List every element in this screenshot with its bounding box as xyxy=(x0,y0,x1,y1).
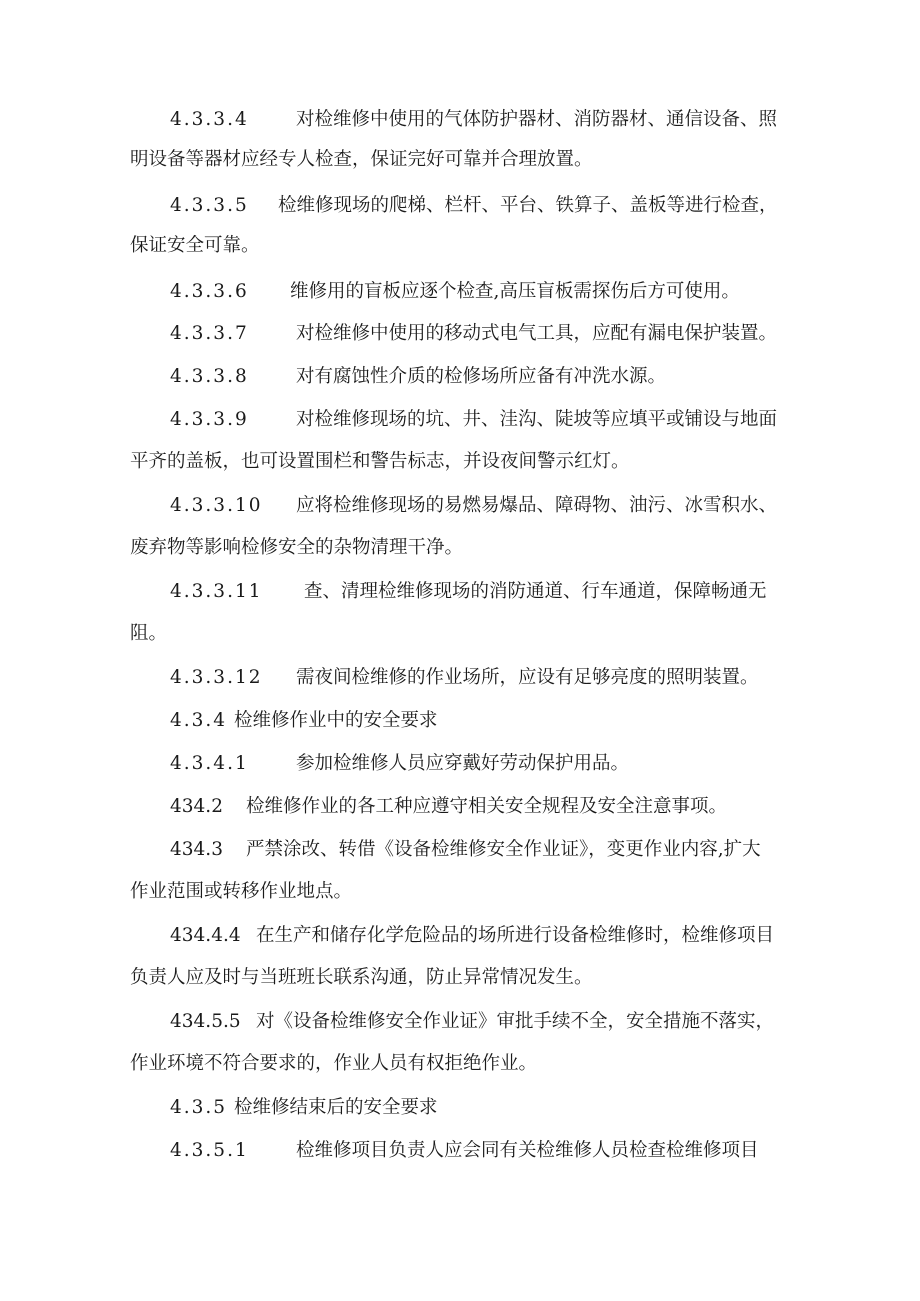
clause-text: 严禁涂改、转借《设备检维修安全作业证》，变更作业内容,扩大 xyxy=(246,839,761,860)
clause-text: 在生产和储存化学危险品的场所进行设备检维修时，检维修项目 xyxy=(256,925,775,946)
clause-number: 4.3.3.8 xyxy=(170,366,249,387)
clause-text: 对检维修中使用的气体防护器材、消防器材、通信设备、照 xyxy=(296,109,778,130)
clause-number: 4.3.3.11 xyxy=(170,581,263,602)
section-title: 检维修作业中的安全要求 xyxy=(234,710,438,731)
clause-number: 4.3.5.1 xyxy=(170,1140,249,1161)
clause-text-continued: 明设备等器材应经专人检查，保证完好可靠并合理放置。 xyxy=(130,149,593,170)
clause-number: 4.3.3.12 xyxy=(170,667,263,688)
section-number: 4.3.5 xyxy=(170,1097,228,1118)
clause-text-continued: 作业环境不符合要求的，作业人员有权拒绝作业。 xyxy=(130,1053,538,1074)
clause-number: 4.3.3.9 xyxy=(170,409,249,430)
clause-text: 对《设备检维修安全作业证》审批手续不全，安全措施不落实， xyxy=(256,1011,775,1032)
clause-number: 4.3.3.7 xyxy=(170,323,249,344)
clause-number: 434.4.4 xyxy=(170,925,241,946)
clause-number: 434.5.5 xyxy=(170,1011,241,1032)
clause-text: 维修用的盲板应逐个检查,高压盲板需探伤后方可使用。 xyxy=(290,281,740,302)
clause-text-continued: 平齐的盖板，也可设置围栏和警告标志，并设夜间警示红灯。 xyxy=(130,451,630,472)
clause-number: 434.3 xyxy=(170,839,223,860)
clause-number: 4.3.3.4 xyxy=(170,109,249,130)
clause-text-continued: 保证安全可靠。 xyxy=(130,235,260,256)
clause-text: 对有腐蚀性介质的检修场所应备有冲洗水源。 xyxy=(296,366,667,387)
clause-text: 参加检维修人员应穿戴好劳动保护用品。 xyxy=(296,753,630,774)
clause-number: 4.3.3.5 xyxy=(170,195,249,216)
clause-text: 对检维修现场的坑、井、洼沟、陡坡等应填平或铺设与地面 xyxy=(296,409,778,430)
clause-number: 434.2 xyxy=(170,796,223,817)
section-title: 检维修结束后的安全要求 xyxy=(234,1097,438,1118)
clause-text: 对检维修中使用的移动式电气工具，应配有漏电保护装置。 xyxy=(296,323,778,344)
clause-number: 4.3.4.1 xyxy=(170,753,249,774)
clause-text-continued: 作业范围或转移作业地点。 xyxy=(130,881,353,902)
section-number: 4.3.4 xyxy=(170,710,228,731)
clause-text: 查、清理检维修现场的消防通道、行车通道，保障畅通无 xyxy=(304,581,767,602)
clause-text-continued: 负责人应及时与当班班长联系沟通，防止异常情况发生。 xyxy=(130,967,593,988)
clause-text: 检维修作业的各工种应遵守相关安全规程及安全注意事项。 xyxy=(246,796,728,817)
clause-text: 检维修项目负责人应会同有关检维修人员检查检维修项目 xyxy=(296,1140,759,1161)
clause-number: 4.3.3.10 xyxy=(170,495,263,516)
clause-text: 应将检维修现场的易燃易爆品、障碍物、油污、冰雪积水、 xyxy=(296,495,778,516)
clause-text-continued: 阻。 xyxy=(130,623,168,644)
clause-text-continued: 废弃物等影响检修安全的杂物清理干净。 xyxy=(130,537,464,558)
clause-text: 检维修现场的爬梯、栏杆、平台、铁算子、盖板等进行检查， xyxy=(278,195,778,216)
clause-text: 需夜间检维修的作业场所，应设有足够亮度的照明装置。 xyxy=(296,667,759,688)
clause-number: 4.3.3.6 xyxy=(170,281,249,302)
